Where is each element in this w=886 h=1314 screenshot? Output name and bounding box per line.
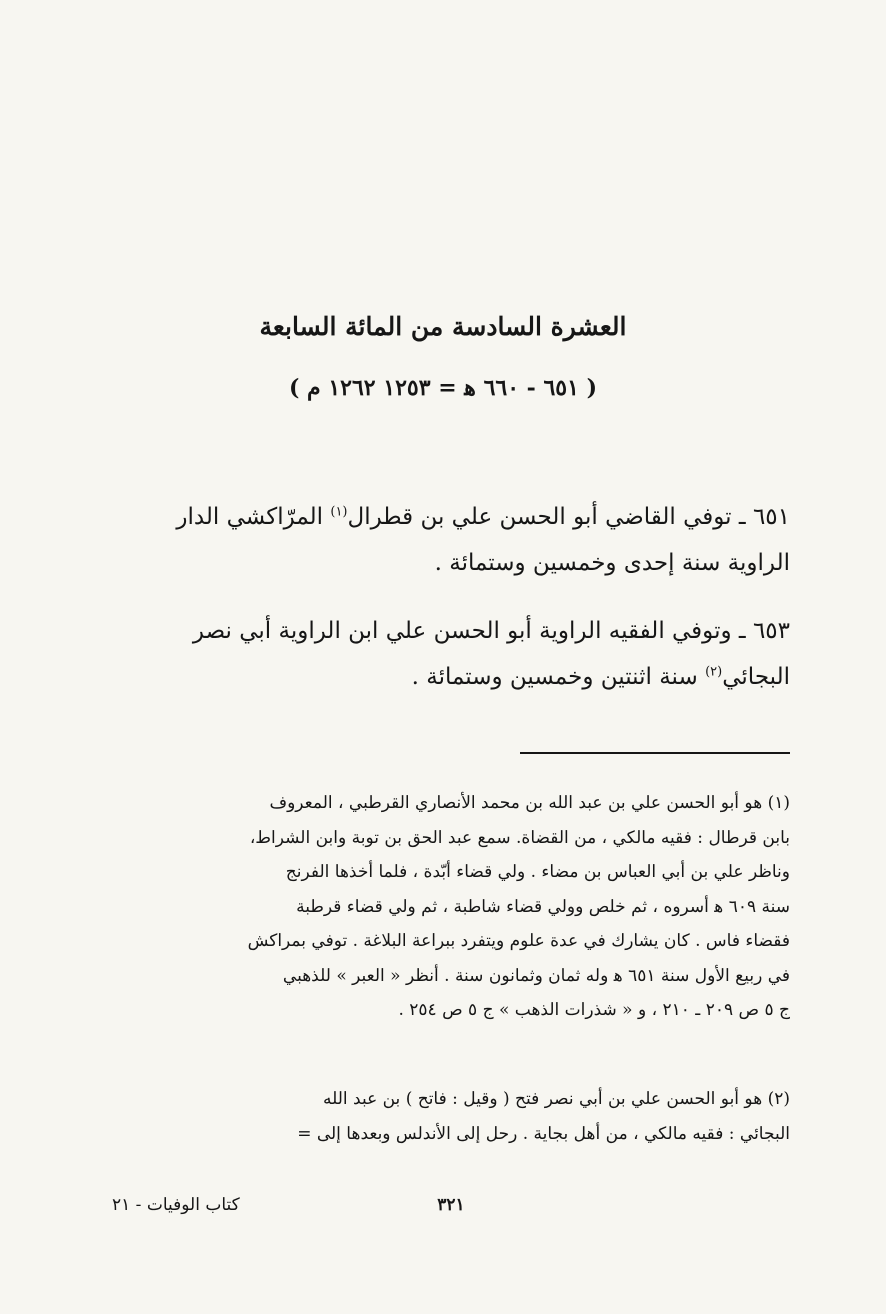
entry-line: الراوية سنة إحدى وخمسين وستمائة . [434, 550, 790, 576]
section-heading: العشرة السادسة من المائة السابعة [259, 312, 627, 341]
running-title: كتاب الوفيات - ٢١ [112, 1195, 240, 1215]
entry-text: ٦٥١ ـ توفي القاضي أبو الحسن علي بن قطرال [347, 504, 790, 530]
page-number: ٣٢١ [437, 1195, 465, 1215]
footnote-reference[interactable]: (٢) [705, 664, 723, 680]
entry-653 [112, 608, 790, 700]
footnote-line: وناظر علي بن أبي العباس بن مضاء . ولي قضاء أبّدة ، فلما أخذها الفرنج [285, 862, 790, 882]
footnote-line: ج ٥ ص ٢٠٩ ـ ٢١٠ ، و « شذرات الذهب » ج ٥ ص ٢٥٤ . [398, 1000, 790, 1020]
footnote-1 [112, 786, 790, 1028]
entry-text: سنة اثنتين وخمسين وستمائة . [411, 664, 706, 690]
footnote-line: (١) هو أبو الحسن علي بن عبد الله بن محمد الأنصاري القرطبي ، المعروف [269, 793, 790, 813]
entry-line: ٦٥٣ ـ وتوفي الفقيه الراوية أبو الحسن علي ابن الراوية أبي نصر [192, 618, 790, 644]
entry-text: البجائي [722, 664, 790, 690]
footnote-line: (٢) هو أبو الحسن علي بن أبي نصر فتح ( وقيل : فاتح ) بن عبد الله [322, 1089, 790, 1109]
footnote-separator [520, 752, 790, 754]
footnote-line: بابن قرطال : فقيه مالكي ، من القضاة. سمع عبد الحق بن توبة وابن الشراط، [249, 827, 790, 848]
entry-line [112, 654, 790, 700]
footnote-reference[interactable]: (١) [330, 504, 348, 520]
footnote-line: سنة ٦٠٩ ﻫ أسروه ، ثم خلص وولي قضاء شاطبة ، ثم ولي قضاء قرطبة [296, 896, 790, 917]
entry-651 [112, 494, 790, 586]
footnote-line: في ربيع الأول سنة ٦٥١ ﻫ وله ثمان وثمانون سنة . أنظر « العبر » للذهبي [282, 965, 790, 986]
footnote-line: فقضاء فاس . كان يشارك في عدة علوم ويتفرد ببراعة البلاغة . توفي بمراكش [247, 931, 790, 951]
footnote-2 [112, 1082, 790, 1151]
entry-text: المرّاكشي الدار [176, 504, 331, 530]
page-footer [112, 1190, 790, 1220]
entry-line [112, 494, 790, 540]
footnote-line: البجائي : فقيه مالكي ، من أهل بجاية . رحل إلى الأندلس وبعدها إلى = [297, 1123, 790, 1144]
section-date-range: ( ٦٥١ - ٦٦٠ ﻫ = ١٢٥٣ ١٢٦٢ م ) [288, 375, 597, 401]
